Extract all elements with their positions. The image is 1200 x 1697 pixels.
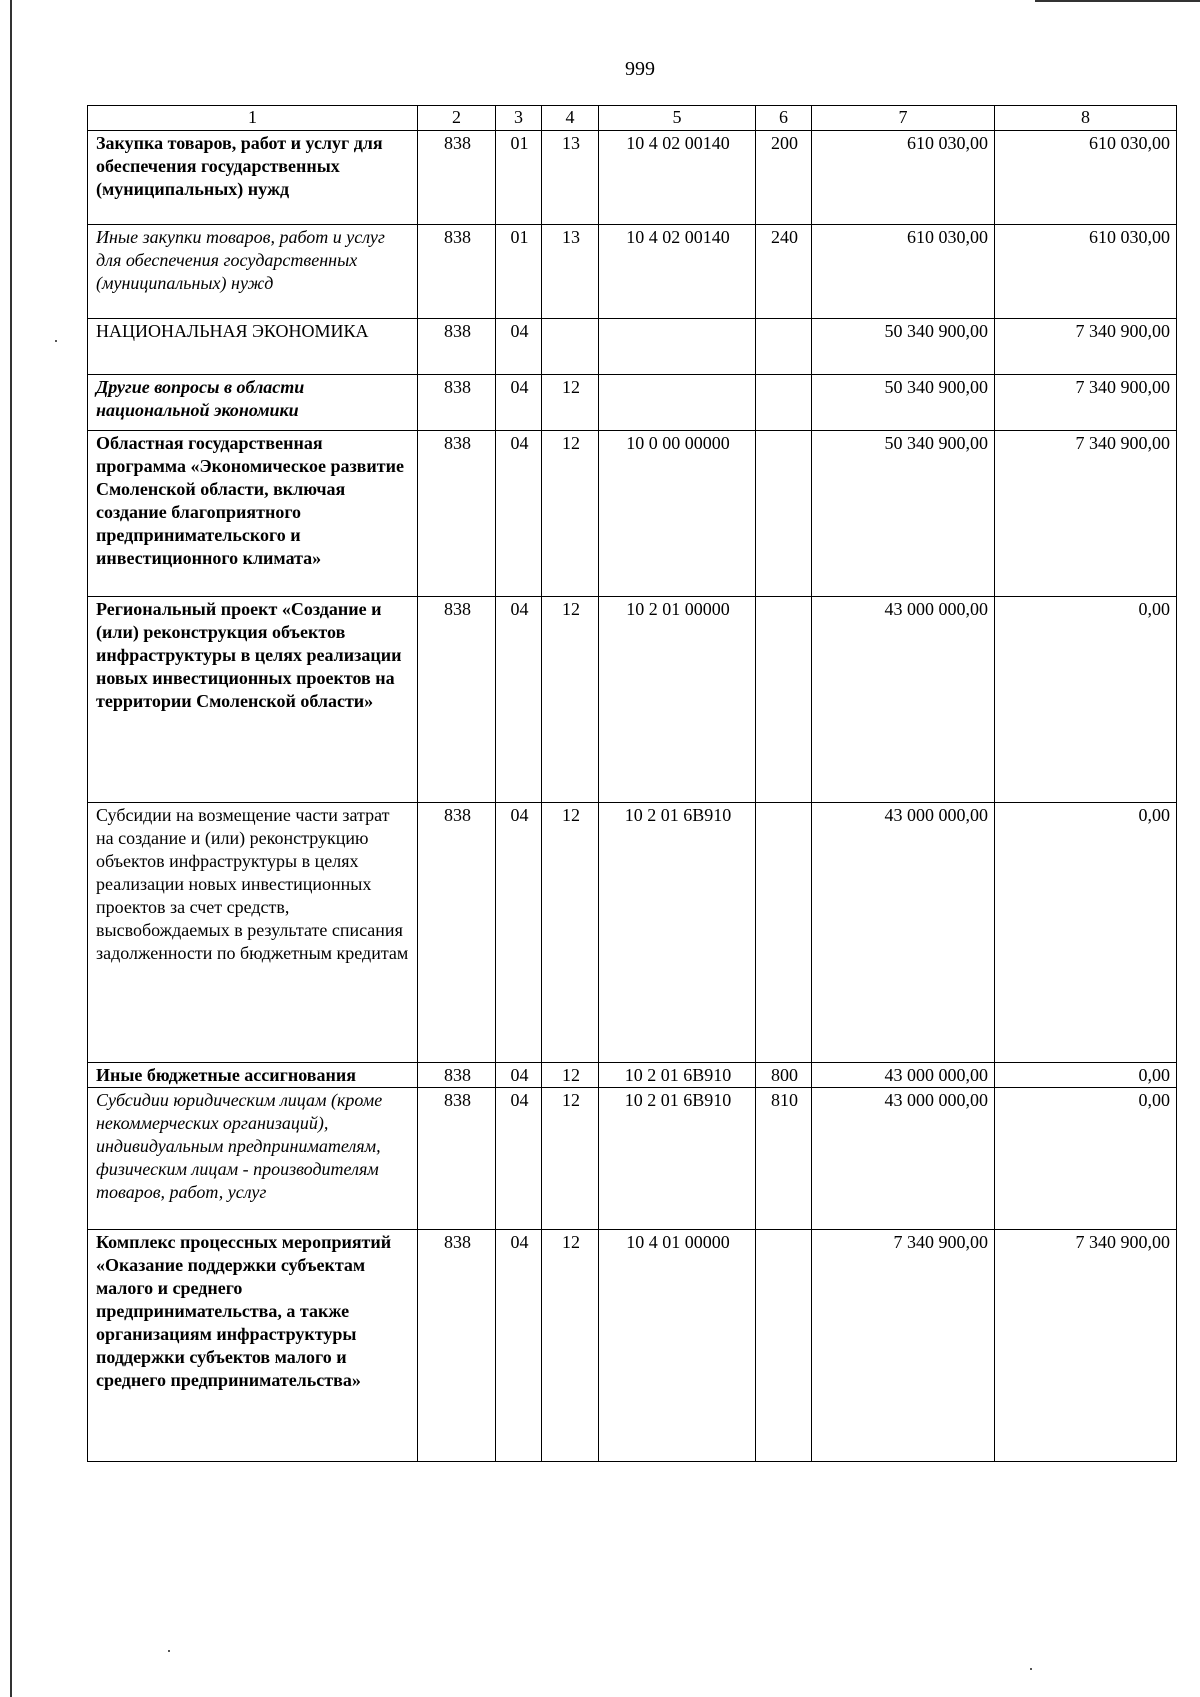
- cell-section: 04: [496, 431, 542, 597]
- cell-expense-type: [756, 319, 812, 375]
- scan-edge-top: [1035, 0, 1200, 2]
- cell-section: 04: [496, 803, 542, 1063]
- cell-subsection: 12: [542, 375, 599, 431]
- cell-target-code: 10 4 01 00000: [599, 1230, 756, 1462]
- cell-target-code: 10 4 02 00140: [599, 131, 756, 225]
- row-name: Комплекс процессных мероприятий «Оказание поддержки субъектам малого и среднего предпринимательства, а также организациям инфраструктуры поддержки субъектов малого и среднего предпринимательства»: [88, 1230, 418, 1462]
- table-row: [88, 597, 1177, 803]
- cell-section: 04: [496, 1230, 542, 1462]
- table-row: [88, 1088, 1177, 1230]
- row-name: Областная государственная программа «Экономическое развитие Смоленской области, включая создание благоприятного предпринимательского и инвестиционного климата»: [88, 431, 418, 597]
- cell-section: 04: [496, 597, 542, 803]
- budget-table: [87, 105, 1177, 1462]
- scan-edge-left: [10, 0, 12, 1697]
- cell-target-code: 10 4 02 00140: [599, 225, 756, 319]
- cell-target-code: 10 0 00 00000: [599, 431, 756, 597]
- cell-amount-1: 43 000 000,00: [812, 1063, 995, 1088]
- cell-amount-2: 7 340 900,00: [995, 431, 1177, 597]
- cell-expense-type: [756, 375, 812, 431]
- cell-subsection: [542, 319, 599, 375]
- cell-subsection: 12: [542, 1088, 599, 1230]
- cell-admin-code: 838: [418, 225, 496, 319]
- scan-speck: [55, 340, 57, 342]
- cell-expense-type: [756, 431, 812, 597]
- cell-amount-2: 610 030,00: [995, 225, 1177, 319]
- cell-expense-type: 800: [756, 1063, 812, 1088]
- cell-amount-2: 0,00: [995, 1088, 1177, 1230]
- cell-section: 04: [496, 375, 542, 431]
- row-name: НАЦИОНАЛЬНАЯ ЭКОНОМИКА: [88, 319, 418, 375]
- cell-target-code: [599, 375, 756, 431]
- cell-target-code: [599, 319, 756, 375]
- cell-section: 01: [496, 131, 542, 225]
- table-row: [88, 431, 1177, 597]
- cell-target-code: 10 2 01 00000: [599, 597, 756, 803]
- page-number: 999: [625, 58, 655, 80]
- cell-amount-1: 610 030,00: [812, 225, 995, 319]
- cell-amount-1: 43 000 000,00: [812, 1088, 995, 1230]
- table-row: [88, 375, 1177, 431]
- scan-speck: [168, 1650, 170, 1652]
- cell-expense-type: 810: [756, 1088, 812, 1230]
- row-name: Иные бюджетные ассигнования: [88, 1063, 418, 1088]
- table-row: [88, 1230, 1177, 1462]
- cell-target-code: 10 2 01 6В910: [599, 1063, 756, 1088]
- cell-section: 04: [496, 1088, 542, 1230]
- column-header: 7: [812, 106, 995, 131]
- cell-amount-2: 0,00: [995, 803, 1177, 1063]
- cell-amount-2: 610 030,00: [995, 131, 1177, 225]
- cell-amount-1: 43 000 000,00: [812, 803, 995, 1063]
- cell-subsection: 12: [542, 597, 599, 803]
- cell-expense-type: [756, 803, 812, 1063]
- column-header: 5: [599, 106, 756, 131]
- cell-subsection: 12: [542, 803, 599, 1063]
- column-header: 6: [756, 106, 812, 131]
- cell-admin-code: 838: [418, 597, 496, 803]
- cell-section: 01: [496, 225, 542, 319]
- column-header: 3: [496, 106, 542, 131]
- cell-admin-code: 838: [418, 431, 496, 597]
- table-row: [88, 1063, 1177, 1088]
- cell-amount-1: 50 340 900,00: [812, 431, 995, 597]
- column-header: 1: [88, 106, 418, 131]
- table-row: [88, 319, 1177, 375]
- cell-amount-2: 7 340 900,00: [995, 319, 1177, 375]
- cell-admin-code: 838: [418, 319, 496, 375]
- scan-speck: [1030, 1668, 1032, 1670]
- cell-target-code: 10 2 01 6В910: [599, 803, 756, 1063]
- cell-amount-2: 7 340 900,00: [995, 375, 1177, 431]
- cell-subsection: 12: [542, 1230, 599, 1462]
- cell-admin-code: 838: [418, 803, 496, 1063]
- table-row: [88, 803, 1177, 1063]
- cell-subsection: 12: [542, 431, 599, 597]
- cell-amount-1: 50 340 900,00: [812, 375, 995, 431]
- cell-expense-type: 240: [756, 225, 812, 319]
- cell-amount-1: 43 000 000,00: [812, 597, 995, 803]
- column-header: 8: [995, 106, 1177, 131]
- cell-subsection: 13: [542, 131, 599, 225]
- cell-amount-2: 0,00: [995, 1063, 1177, 1088]
- column-header: 2: [418, 106, 496, 131]
- row-name: Субсидии на возмещение части затрат на создание и (или) реконструкцию объектов инфраструктуры в целях реализации новых инвестиционных проектов за счет средств, высвобождаемых в результате списания задолженности по бюджетным кредитам: [88, 803, 418, 1063]
- cell-admin-code: 838: [418, 1063, 496, 1088]
- cell-target-code: 10 2 01 6В910: [599, 1088, 756, 1230]
- cell-admin-code: 838: [418, 131, 496, 225]
- row-name: Другие вопросы в области национальной экономики: [88, 375, 418, 431]
- cell-amount-1: 50 340 900,00: [812, 319, 995, 375]
- row-name: Региональный проект «Создание и (или) реконструкция объектов инфраструктуры в целях реализации новых инвестиционных проектов на территории Смоленской области»: [88, 597, 418, 803]
- row-name: Субсидии юридическим лицам (кроме некоммерческих организаций), индивидуальным предпринимателям, физическим лицам - производителям товаров, работ, услуг: [88, 1088, 418, 1230]
- header-row: [88, 106, 1177, 131]
- cell-amount-2: 0,00: [995, 597, 1177, 803]
- cell-subsection: 12: [542, 1063, 599, 1088]
- table-row: [88, 131, 1177, 225]
- cell-admin-code: 838: [418, 375, 496, 431]
- cell-section: 04: [496, 319, 542, 375]
- cell-admin-code: 838: [418, 1088, 496, 1230]
- cell-expense-type: [756, 1230, 812, 1462]
- cell-amount-2: 7 340 900,00: [995, 1230, 1177, 1462]
- cell-amount-1: 7 340 900,00: [812, 1230, 995, 1462]
- cell-amount-1: 610 030,00: [812, 131, 995, 225]
- row-name: Иные закупки товаров, работ и услуг для обеспечения государственных (муниципальных) нужд: [88, 225, 418, 319]
- cell-admin-code: 838: [418, 1230, 496, 1462]
- table-row: [88, 225, 1177, 319]
- row-name: Закупка товаров, работ и услуг для обеспечения государственных (муниципальных) нужд: [88, 131, 418, 225]
- cell-expense-type: [756, 597, 812, 803]
- cell-expense-type: 200: [756, 131, 812, 225]
- column-header: 4: [542, 106, 599, 131]
- cell-subsection: 13: [542, 225, 599, 319]
- cell-section: 04: [496, 1063, 542, 1088]
